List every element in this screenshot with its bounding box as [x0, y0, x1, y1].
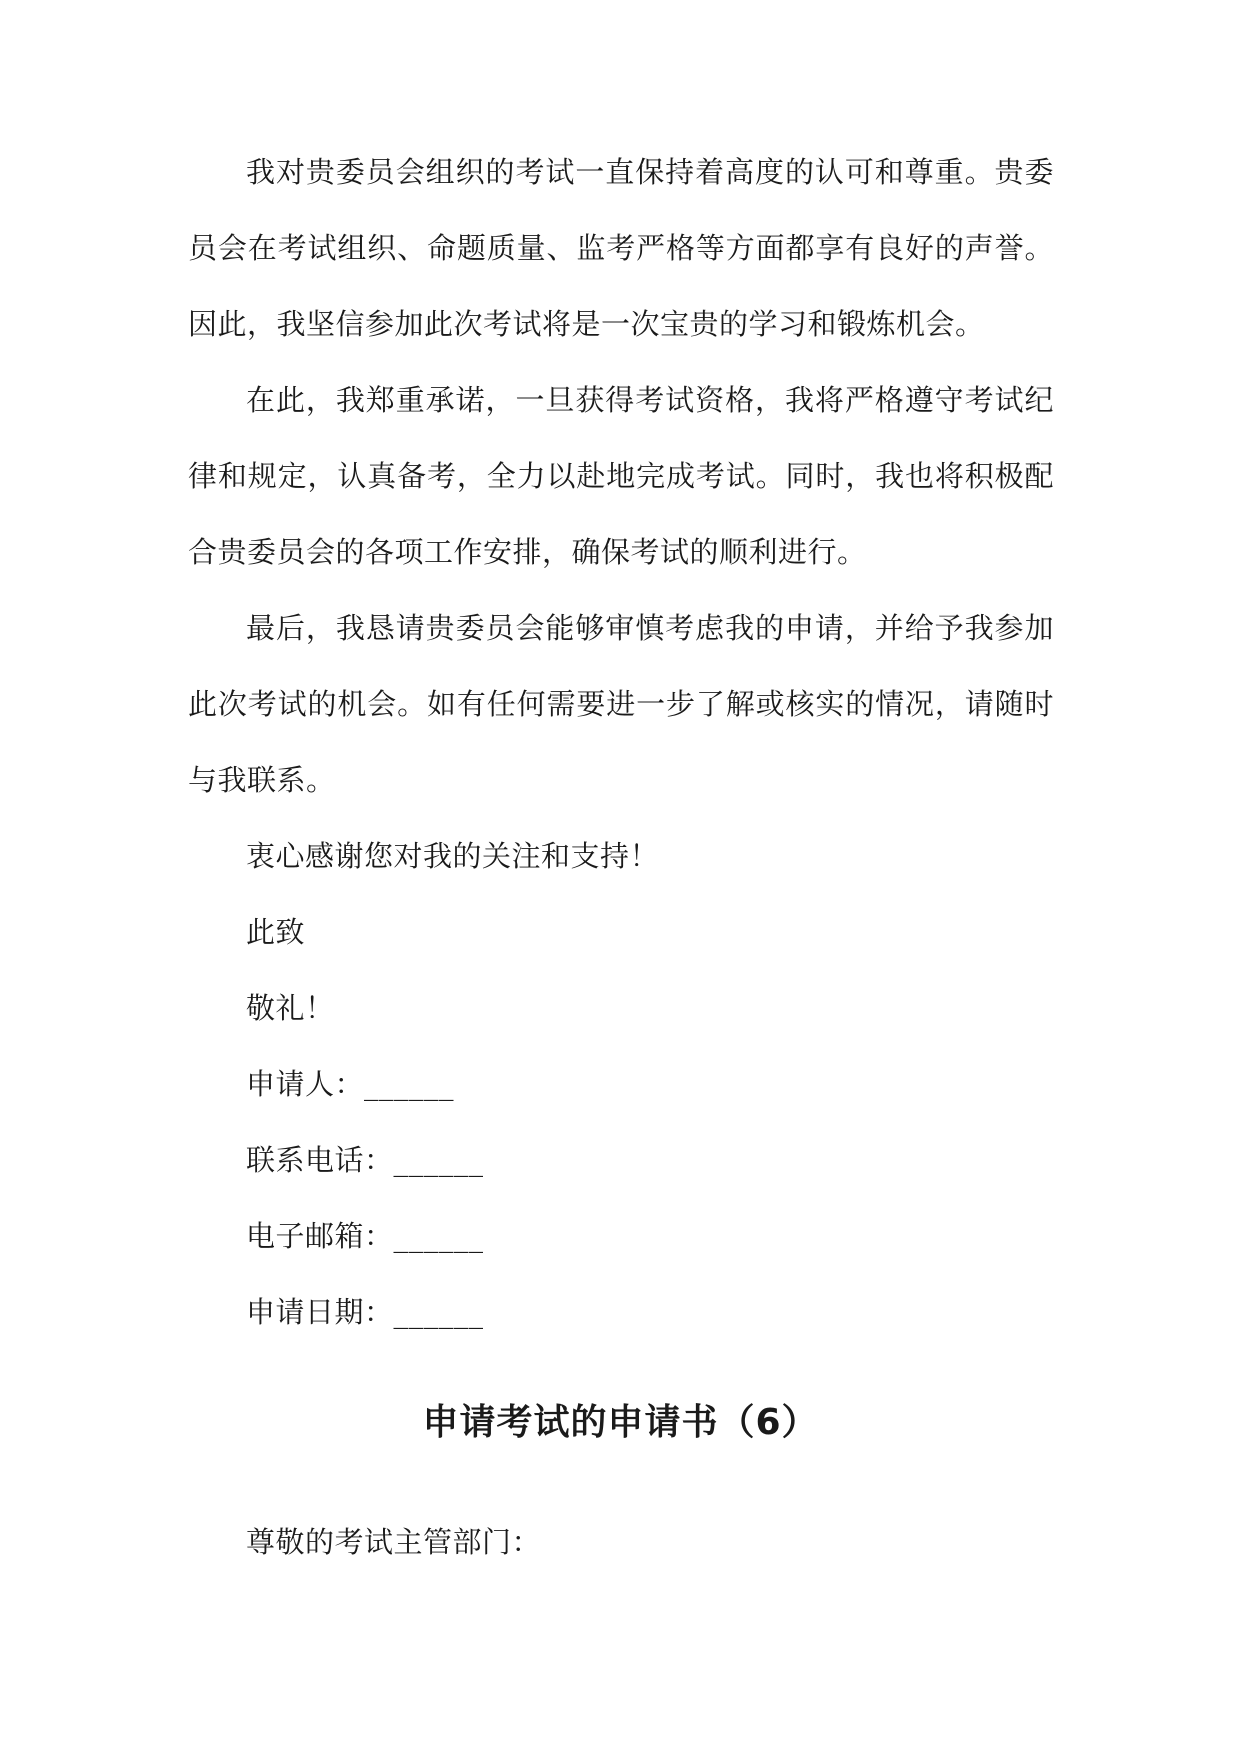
closing-salutation-2: 敬礼！ [246, 991, 335, 1025]
closing-thanks: 衷心感谢您对我的关注和支持！ [246, 839, 660, 873]
field-email: 电子邮箱：______ [246, 1219, 484, 1253]
paragraph-recognition: 我对贵委员会组织的考试一直保持着高度的认可和尊重。贵委员会在考试组织、命题质量、监考严格等方面都享有良好的声誉。因此，我坚信参加此次考试将是一次宝贵的学习和锻炼机会。 [188, 155, 1054, 341]
closing-salutation-1: 此致 [246, 915, 306, 949]
paragraph-request: 最后，我恳请贵委员会能够审慎考虑我的申请，并给予我参加此次考试的机会。如有任何需要进一步了解或核实的情况，请随时与我联系。 [188, 611, 1054, 797]
field-date: 申请日期：______ [246, 1295, 484, 1329]
section-title: 申请考试的申请书（6） [422, 1402, 819, 1443]
field-applicant: 申请人：______ [246, 1067, 455, 1101]
field-phone: 联系电话：______ [246, 1143, 484, 1177]
section-greeting: 尊敬的考试主管部门： [246, 1525, 542, 1559]
paragraph-commitment: 在此，我郑重承诺，一旦获得考试资格，我将严格遵守考试纪律和规定，认真备考，全力以赴地完成考试。同时，我也将积极配合贵委员会的各项工作安排，确保考试的顺利进行。 [188, 383, 1054, 569]
